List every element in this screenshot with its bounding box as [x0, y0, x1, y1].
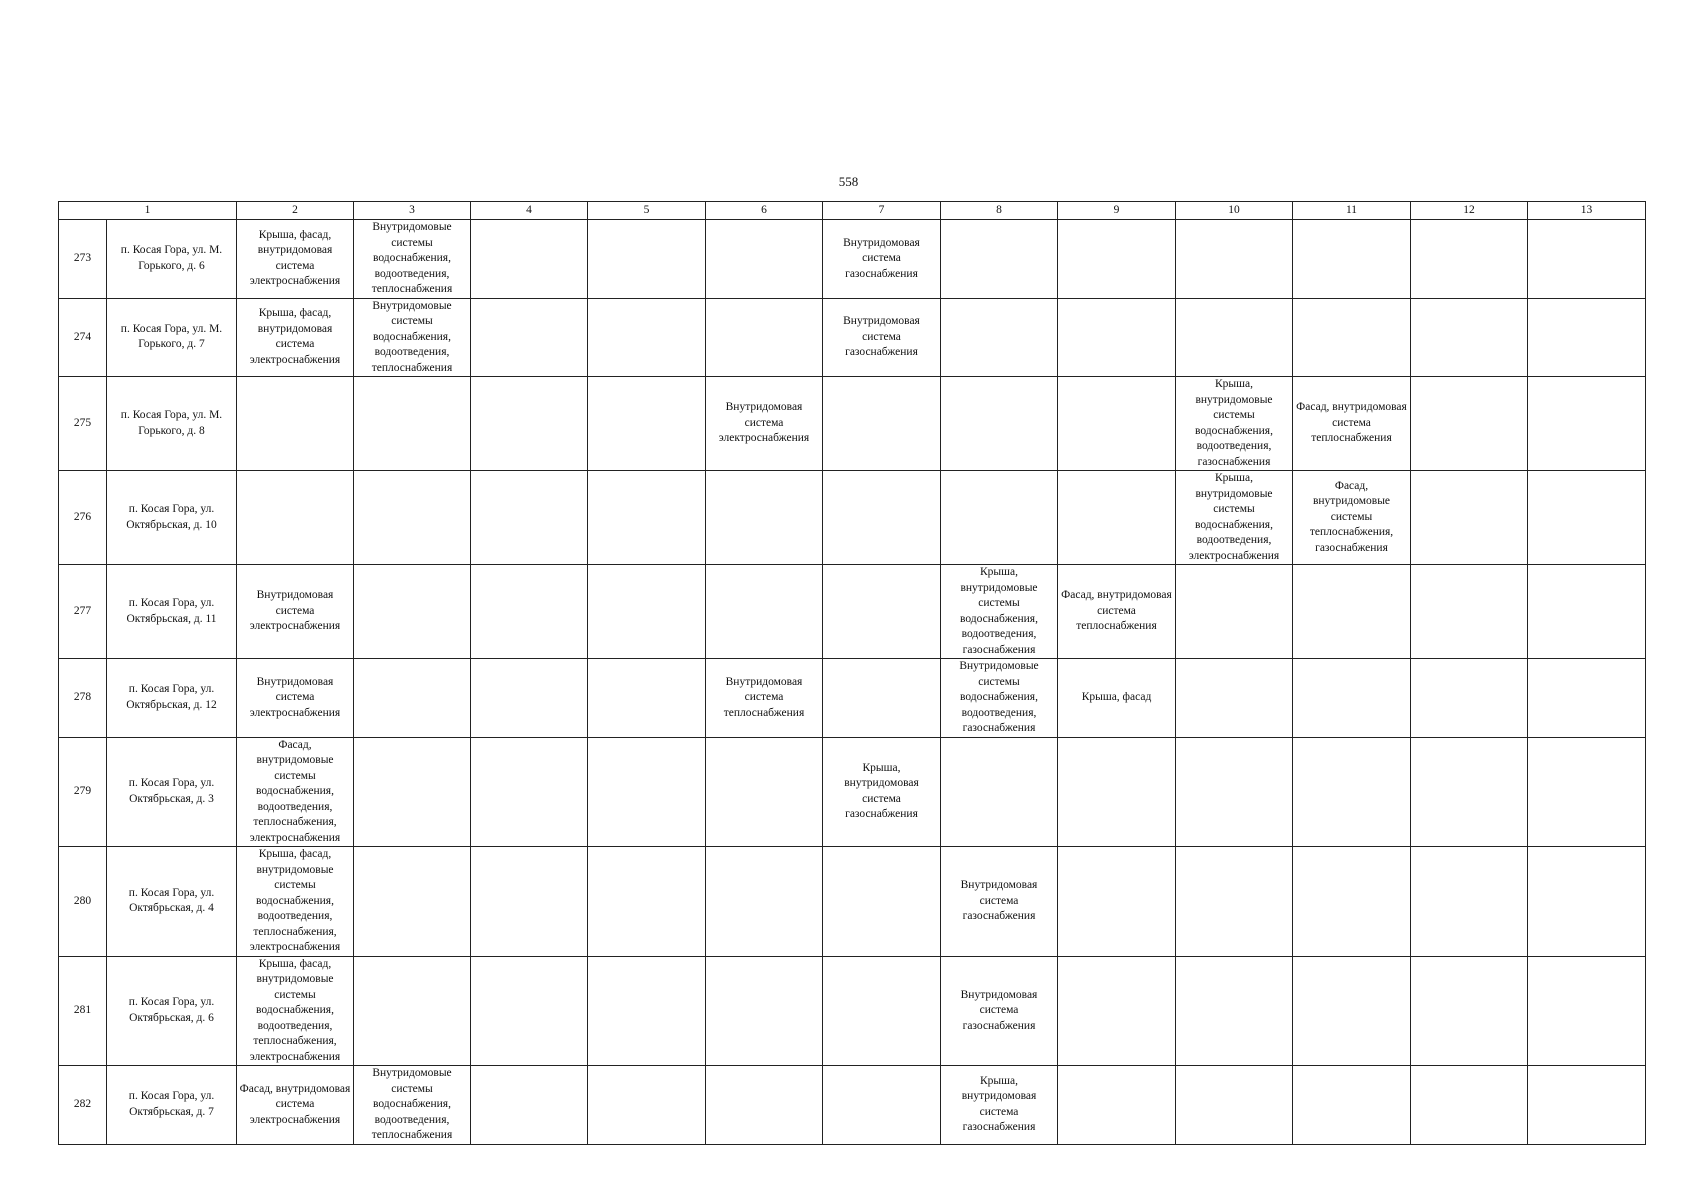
table-row [59, 659, 1646, 738]
work-cell-col-9: Крыша, фасад [1058, 659, 1176, 738]
work-cell-col-13 [1528, 847, 1646, 957]
work-cell-col-6 [706, 471, 823, 565]
work-cell-col-8: Внутридомовые системы водоснабжения, водоотведения, газоснабжения [941, 659, 1058, 738]
work-cell-col-10 [1176, 847, 1293, 957]
work-cell-col-5 [588, 471, 706, 565]
work-cell-col-12 [1411, 1066, 1528, 1145]
work-cell-col-8 [941, 471, 1058, 565]
work-cell-col-12 [1411, 377, 1528, 471]
column-header-4: 4 [471, 202, 588, 220]
work-cell-col-9 [1058, 377, 1176, 471]
work-cell-col-13 [1528, 377, 1646, 471]
work-cell-col-8 [941, 377, 1058, 471]
work-cell-col-4 [471, 377, 588, 471]
column-header-7: 7 [823, 202, 941, 220]
row-number: 278 [59, 659, 107, 738]
work-cell-col-5 [588, 1066, 706, 1145]
work-cell-col-3: Внутридомовые системы водоснабжения, водоотведения, теплоснабжения [354, 1066, 471, 1145]
work-cell-col-3 [354, 956, 471, 1066]
work-cell-col-9 [1058, 298, 1176, 377]
work-cell-col-2: Фасад, внутридомовая система электроснабжения [237, 1066, 354, 1145]
work-cell-col-7 [823, 956, 941, 1066]
column-header-9: 9 [1058, 202, 1176, 220]
work-cell-col-8: Крыша, внутридомовые системы водоснабжения, водоотведения, газоснабжения [941, 565, 1058, 659]
column-header-3: 3 [354, 202, 471, 220]
work-cell-col-7 [823, 659, 941, 738]
work-cell-col-2: Крыша, фасад, внутридомовая система электроснабжения [237, 220, 354, 299]
work-cell-col-11: Фасад, внутридомовая система теплоснабжения [1293, 377, 1411, 471]
work-cell-col-11 [1293, 565, 1411, 659]
table-row [59, 956, 1646, 1066]
row-number: 281 [59, 956, 107, 1066]
work-cell-col-4 [471, 471, 588, 565]
work-cell-col-10 [1176, 956, 1293, 1066]
column-header-8: 8 [941, 202, 1058, 220]
work-cell-col-11: Фасад, внутридомовые системы теплоснабжения, газоснабжения [1293, 471, 1411, 565]
table-row [59, 298, 1646, 377]
work-cell-col-8: Внутридомовая система газоснабжения [941, 956, 1058, 1066]
work-cell-col-5 [588, 659, 706, 738]
column-header-6: 6 [706, 202, 823, 220]
row-number: 282 [59, 1066, 107, 1145]
table-row [59, 1066, 1646, 1145]
work-cell-col-9 [1058, 956, 1176, 1066]
work-cell-col-3 [354, 377, 471, 471]
work-cell-col-13 [1528, 220, 1646, 299]
address-cell: п. Косая Гора, ул. М. Горького, д. 8 [107, 377, 237, 471]
work-cell-col-2: Внутридомовая система электроснабжения [237, 565, 354, 659]
table-row [59, 220, 1646, 299]
work-cell-col-7: Внутридомовая система газоснабжения [823, 220, 941, 299]
work-cell-col-2 [237, 377, 354, 471]
work-cell-col-7 [823, 565, 941, 659]
column-header-10: 10 [1176, 202, 1293, 220]
work-cell-col-11 [1293, 737, 1411, 847]
work-cell-col-9 [1058, 1066, 1176, 1145]
work-cell-col-6 [706, 565, 823, 659]
work-cell-col-10 [1176, 565, 1293, 659]
table-row [59, 377, 1646, 471]
work-cell-col-6 [706, 956, 823, 1066]
header-row [59, 202, 1646, 220]
column-header-13: 13 [1528, 202, 1646, 220]
work-cell-col-6: Внутридомовая система электроснабжения [706, 377, 823, 471]
work-cell-col-9 [1058, 847, 1176, 957]
work-cell-col-8 [941, 220, 1058, 299]
work-cell-col-12 [1411, 659, 1528, 738]
work-cell-col-12 [1411, 737, 1528, 847]
work-cell-col-2: Внутридомовая система электроснабжения [237, 659, 354, 738]
work-cell-col-8 [941, 298, 1058, 377]
work-cell-col-4 [471, 298, 588, 377]
work-cell-col-2: Крыша, фасад, внутридомовые системы водоснабжения, водоотведения, теплоснабжения, электроснабжения [237, 847, 354, 957]
work-cell-col-5 [588, 220, 706, 299]
address-cell: п. Косая Гора, ул. Октябрьская, д. 3 [107, 737, 237, 847]
work-cell-col-3 [354, 737, 471, 847]
work-cell-col-12 [1411, 847, 1528, 957]
work-cell-col-2 [237, 471, 354, 565]
work-cell-col-6: Внутридомовая система теплоснабжения [706, 659, 823, 738]
work-cell-col-2: Крыша, фасад, внутридомовые системы водоснабжения, водоотведения, теплоснабжения, электроснабжения [237, 956, 354, 1066]
row-number: 273 [59, 220, 107, 299]
table-row [59, 565, 1646, 659]
work-cell-col-11 [1293, 298, 1411, 377]
work-cell-col-13 [1528, 956, 1646, 1066]
work-cell-col-8: Внутридомовая система газоснабжения [941, 847, 1058, 957]
table-body [59, 220, 1646, 1145]
address-cell: п. Косая Гора, ул. Октябрьская, д. 7 [107, 1066, 237, 1145]
row-number: 274 [59, 298, 107, 377]
work-cell-col-3: Внутридомовые системы водоснабжения, водоотведения, теплоснабжения [354, 298, 471, 377]
work-cell-col-12 [1411, 220, 1528, 299]
address-cell: п. Косая Гора, ул. М. Горького, д. 6 [107, 220, 237, 299]
work-cell-col-12 [1411, 298, 1528, 377]
work-cell-col-4 [471, 220, 588, 299]
work-cell-col-2: Крыша, фасад, внутридомовая система электроснабжения [237, 298, 354, 377]
work-cell-col-12 [1411, 956, 1528, 1066]
work-cell-col-5 [588, 847, 706, 957]
work-cell-col-7 [823, 847, 941, 957]
work-cell-col-4 [471, 956, 588, 1066]
work-cell-col-10 [1176, 659, 1293, 738]
address-cell: п. Косая Гора, ул. Октябрьская, д. 4 [107, 847, 237, 957]
work-cell-col-4 [471, 737, 588, 847]
work-cell-col-13 [1528, 565, 1646, 659]
work-cell-col-6 [706, 737, 823, 847]
work-cell-col-11 [1293, 659, 1411, 738]
row-number: 280 [59, 847, 107, 957]
work-cell-col-3 [354, 471, 471, 565]
work-cell-col-9 [1058, 737, 1176, 847]
address-cell: п. Косая Гора, ул. М. Горького, д. 7 [107, 298, 237, 377]
work-cell-col-7 [823, 471, 941, 565]
work-cell-col-2: Фасад, внутридомовые системы водоснабжения, водоотведения, теплоснабжения, электроснабжения [237, 737, 354, 847]
work-cell-col-9: Фасад, внутридомовая система теплоснабжения [1058, 565, 1176, 659]
address-cell: п. Косая Гора, ул. Октябрьская, д. 6 [107, 956, 237, 1066]
work-cell-col-12 [1411, 471, 1528, 565]
page-number: 558 [838, 174, 859, 189]
work-cell-col-3 [354, 565, 471, 659]
row-number: 275 [59, 377, 107, 471]
work-cell-col-6 [706, 847, 823, 957]
work-cell-col-3 [354, 659, 471, 738]
work-cell-col-13 [1528, 1066, 1646, 1145]
work-cell-col-5 [588, 298, 706, 377]
work-cell-col-11 [1293, 220, 1411, 299]
work-cell-col-5 [588, 377, 706, 471]
column-header-2: 2 [237, 202, 354, 220]
work-cell-col-13 [1528, 737, 1646, 847]
address-cell: п. Косая Гора, ул. Октябрьская, д. 10 [107, 471, 237, 565]
repair-schedule-table [58, 201, 1646, 1145]
work-cell-col-3 [354, 847, 471, 957]
work-cell-col-5 [588, 565, 706, 659]
table-row [59, 847, 1646, 957]
work-cell-col-8: Крыша, внутридомовая система газоснабжения [941, 1066, 1058, 1145]
work-cell-col-13 [1528, 471, 1646, 565]
work-cell-col-11 [1293, 956, 1411, 1066]
table-row [59, 471, 1646, 565]
work-cell-col-10: Крыша, внутридомовые системы водоснабжения, водоотведения, электроснабжения [1176, 471, 1293, 565]
work-cell-col-3: Внутридомовые системы водоснабжения, водоотведения, теплоснабжения [354, 220, 471, 299]
table-header [59, 202, 1646, 220]
work-cell-col-4 [471, 847, 588, 957]
work-cell-col-9 [1058, 220, 1176, 299]
column-header-5: 5 [588, 202, 706, 220]
address-cell: п. Косая Гора, ул. Октябрьская, д. 12 [107, 659, 237, 738]
column-header-1: 1 [59, 202, 237, 220]
work-cell-col-5 [588, 737, 706, 847]
row-number: 277 [59, 565, 107, 659]
work-cell-col-10 [1176, 1066, 1293, 1145]
work-cell-col-11 [1293, 1066, 1411, 1145]
work-cell-col-7 [823, 377, 941, 471]
address-cell: п. Косая Гора, ул. Октябрьская, д. 11 [107, 565, 237, 659]
work-cell-col-7: Крыша, внутридомовая система газоснабжения [823, 737, 941, 847]
column-header-11: 11 [1293, 202, 1411, 220]
work-cell-col-5 [588, 956, 706, 1066]
work-cell-col-10 [1176, 220, 1293, 299]
work-cell-col-13 [1528, 659, 1646, 738]
work-cell-col-6 [706, 220, 823, 299]
table-row [59, 737, 1646, 847]
work-cell-col-4 [471, 1066, 588, 1145]
work-cell-col-10 [1176, 298, 1293, 377]
work-cell-col-4 [471, 659, 588, 738]
work-cell-col-4 [471, 565, 588, 659]
work-cell-col-12 [1411, 565, 1528, 659]
work-cell-col-7: Внутридомовая система газоснабжения [823, 298, 941, 377]
work-cell-col-13 [1528, 298, 1646, 377]
work-cell-col-8 [941, 737, 1058, 847]
row-number: 279 [59, 737, 107, 847]
work-cell-col-9 [1058, 471, 1176, 565]
work-cell-col-10 [1176, 737, 1293, 847]
work-cell-col-6 [706, 298, 823, 377]
row-number: 276 [59, 471, 107, 565]
work-cell-col-11 [1293, 847, 1411, 957]
column-header-12: 12 [1411, 202, 1528, 220]
work-cell-col-7 [823, 1066, 941, 1145]
work-cell-col-10: Крыша, внутридомовые системы водоснабжения, водоотведения, газоснабжения [1176, 377, 1293, 471]
work-cell-col-6 [706, 1066, 823, 1145]
